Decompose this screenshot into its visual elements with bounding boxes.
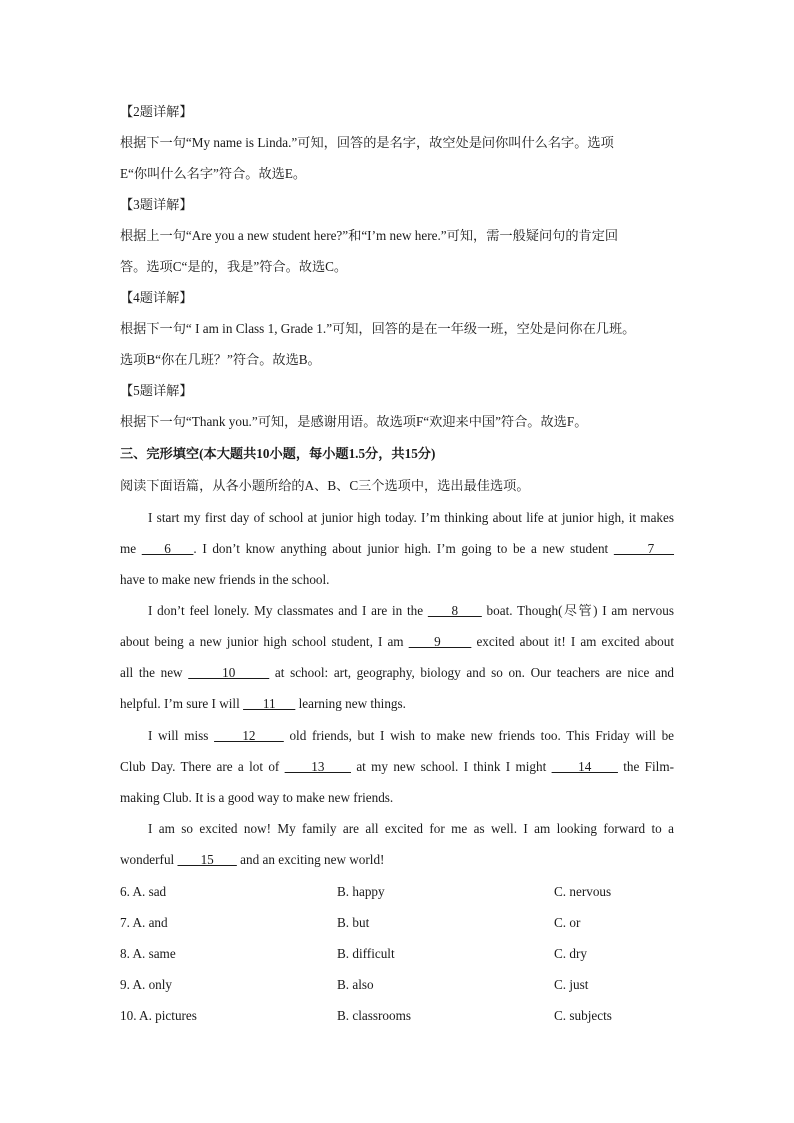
blank-11: 11 — [243, 696, 296, 711]
passage-line: making Club. It is a good way to make new friends. — [120, 790, 394, 805]
section-instruction: 阅读下面语篇，从各小题所给的A、B、C三个选项中，选出最佳选项。 — [120, 478, 530, 493]
blank-13: 13 — [284, 759, 351, 774]
option-10-b: B. classrooms — [337, 1008, 411, 1023]
blank-12: 12 — [214, 728, 284, 743]
section-title: 三、完形填空(本大题共10小题，每小题1.5分，共15分) — [120, 446, 436, 461]
option-8-b: B. difficult — [337, 946, 395, 961]
option-6-c: C. nervous — [554, 884, 612, 899]
explanation-heading-2: 【2题详解】 — [120, 104, 193, 119]
passage-line: I will miss 12 old friends, but I wish to make new friends too. This Friday will be — [148, 728, 675, 743]
blank-10: 10 — [188, 665, 270, 680]
passage-line: all the new 10 at school: art, geography, biology and so on. Our teachers are nice and — [120, 665, 675, 680]
explanation-text: 选项B“你在几班？”符合。故选B。 — [120, 352, 321, 367]
explanation-text: E“你叫什么名字”符合。故选E。 — [120, 166, 307, 181]
option-9-b: B. also — [337, 977, 374, 992]
explanation-text: 根据下一句“ I am in Class 1, Grade 1.”可知，回答的是在一年级一班，空处是问你在几班。 — [120, 321, 636, 336]
passage-line: helpful. I’m sure I will 11 learning new things. — [120, 696, 406, 711]
explanation-heading-5: 【5题详解】 — [120, 383, 193, 398]
option-10-c: C. subjects — [554, 1008, 612, 1023]
passage-line: I don’t feel lonely. My classmates and I are in the 8 boat. Though(尽管) I am nervous — [148, 603, 675, 618]
option-9-c: C. just — [554, 977, 589, 992]
blank-14: 14 — [551, 759, 618, 774]
option-7-c: C. or — [554, 915, 581, 930]
explanation-heading-4: 【4题详解】 — [120, 290, 193, 305]
passage-line: me 6 . I don’t know anything about junior high. I’m going to be a new student 7 — [120, 541, 675, 556]
blank-9: 9 — [408, 634, 472, 649]
passage-line: wonderful 15 and an exciting new world! — [120, 852, 385, 867]
passage-line: about being a new junior high school student, I am 9 excited about it! I am excited about — [120, 634, 674, 649]
blank-15: 15 — [177, 852, 237, 867]
option-8-a: 8. A. same — [120, 946, 176, 961]
explanation-text: 根据下一句“Thank you.”可知，是感谢用语。故选项F“欢迎来中国”符合。故选F。 — [120, 414, 588, 429]
explanation-text: 根据上一句“Are you a new student here?”和“I’m new here.”可知，需一般疑问句的肯定回 — [120, 228, 619, 243]
option-7-a: 7. A. and — [120, 915, 168, 930]
explanation-text: 答。选项C“是的，我是”符合。故选C。 — [120, 259, 348, 274]
option-6-a: 6. A. sad — [120, 884, 167, 899]
blank-6: 6 — [141, 541, 194, 556]
blank-7: 7 — [613, 541, 675, 556]
passage-line: Club Day. There are a lot of 13 at my new school. I think I might 14 the Film- — [120, 759, 674, 774]
option-9-a: 9. A. only — [120, 977, 173, 992]
blank-8: 8 — [427, 603, 482, 618]
option-8-c: C. dry — [554, 946, 587, 961]
explanation-heading-3: 【3题详解】 — [120, 197, 193, 212]
passage-line: I am so excited now! My family are all excited for me as well. I am looking forward to a — [148, 821, 674, 836]
explanation-text: 根据下一句“My name is Linda.”可知，回答的是名字，故空处是问你叫什么名字。选项 — [120, 135, 614, 150]
passage-line: have to make new friends in the school. — [120, 572, 330, 587]
option-7-b: B. but — [337, 915, 370, 930]
option-10-a: 10. A. pictures — [120, 1008, 197, 1023]
passage-line: I start my first day of school at junior high today. I’m thinking about life at junior high, it makes — [148, 510, 674, 525]
option-6-b: B. happy — [337, 884, 385, 899]
